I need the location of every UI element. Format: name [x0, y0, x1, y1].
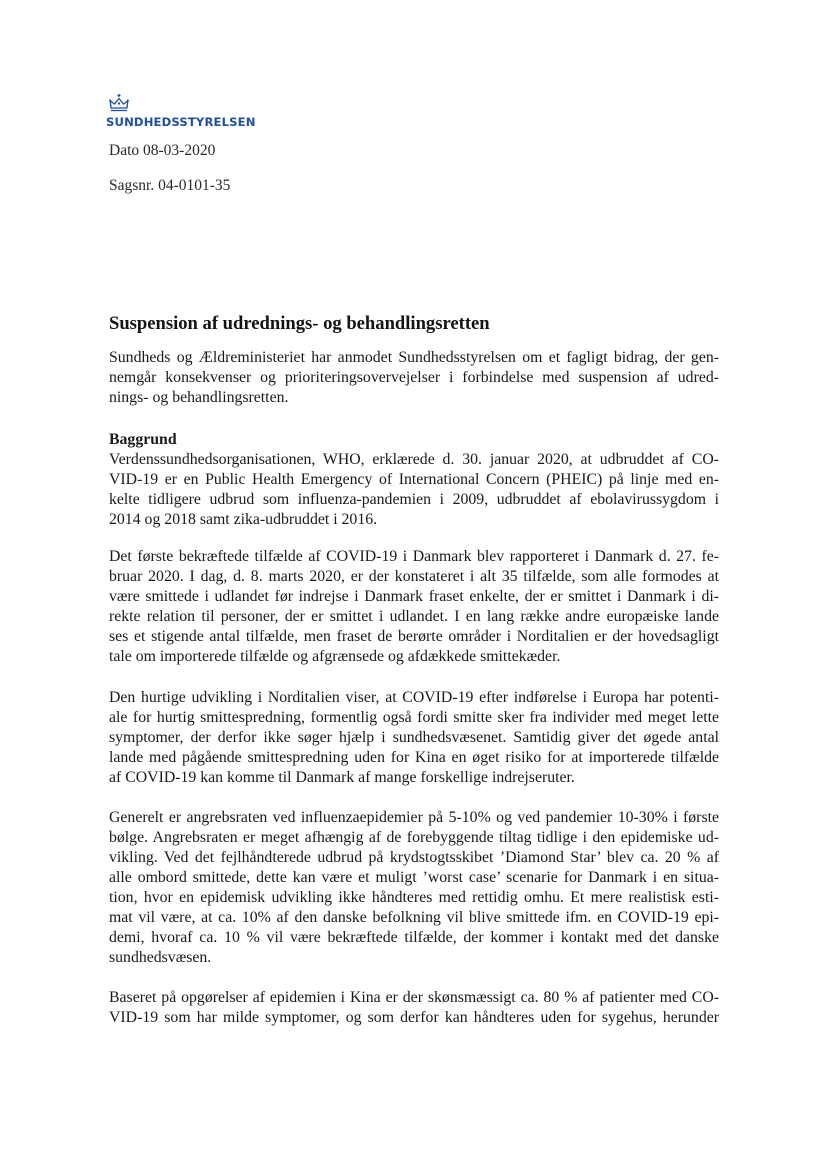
text-line: nemgår konsekvenser og prioriteringsovervejelser i forbindelse med suspension af udred- [109, 369, 719, 386]
text-line: Det første bekræftede tilfælde af COVID-19 i Danmark blev rapporteret i Danmark d. 27. fe- [109, 548, 719, 565]
section-heading: Baggrund [109, 431, 177, 448]
text-line: rekte relation til personer, der er smittet i udlandet. I en lang række andre europæiske lande [109, 608, 719, 625]
text-line: være smittede i udlandet før indrejse i Danmark fraset enkelte, der er smittet i Danmark i di- [109, 588, 719, 605]
text-line: Baseret på opgørelser af epidemien i Kina er der skønsmæssigt ca. 80 % af patienter med CO- [109, 989, 719, 1006]
paragraph-first-case [109, 547, 719, 667]
paragraph-attack-rate [109, 808, 719, 968]
text-line: bølge. Angrebsraten er meget afhængig af de forebyggende tiltag tidlige i den epidemiske ud- [109, 829, 719, 846]
text-line: alle ombord smittede, dette kan være et muligt ’worst case’ scenarie for Danmark i en situa- [109, 869, 719, 886]
document-date: Dato 08-03-2020 [109, 142, 216, 159]
text-line: VID-19 er en Public Health Emergency of International Concern (PHEIC) på linje med en- [109, 471, 719, 488]
paragraph-intro [109, 348, 719, 408]
text-line: ses et stigende antal tilfælde, men fraset de berørte områder i Norditalien er der hovedsagligt [109, 628, 719, 645]
text-line: Verdenssundhedsorganisationen, WHO, erklærede d. 30. januar 2020, at udbruddet af CO- [109, 451, 719, 468]
text-line: tion, hvor en epidemisk udvikling ikke håndteres med rettidig omhu. Et mere realistisk esti- [109, 889, 719, 906]
text-line: bruar 2020. I dag, d. 8. marts 2020, er der konstateret i alt 35 tilfælde, som alle formodes at [109, 568, 719, 585]
text-line: af COVID-19 kan komme til Danmark af mange forskellige indrejseruter. [109, 769, 575, 786]
text-line: kelte tidligere udbrud som influenza-pandemien i 2009, udbruddet af ebolavirussygdom i [109, 491, 719, 508]
text-line: tale om importerede tilfælde og afgrænsede og afdækkede smittekæder. [109, 648, 561, 665]
text-line: vikling. Ved det fejlhåndterede udbrud på krydstogtsskibet ’Diamond Star’ blev ca. 20 % af [109, 849, 719, 866]
logo [106, 93, 256, 133]
text-line: lande med pågående smittespredning uden for Kina en øget risiko for at importerede tilfælde [109, 749, 719, 766]
text-line: sundhedsvæsen. [109, 949, 212, 966]
paragraph-china-estimate [109, 988, 719, 1028]
text-line: VID-19 som har milde symptomer, og som derfor kan håndteres uden for sygehus, herunder [109, 1009, 719, 1026]
text-line: symptomer, der derfor ikke søger hjælp i sundhedsvæsenet. Samtidig giver det øgede antal [109, 729, 719, 746]
case-number: Sagsnr. 04-0101-35 [109, 177, 231, 194]
document-title: Suspension af udrednings- og behandlingsretten [109, 313, 490, 334]
organization-name: SUNDHEDSSTYRELSEN [106, 115, 256, 129]
text-line: mat vil være, at ca. 10% af den danske befolkning vil blive smittede ifm. en COVID-19 epi- [109, 909, 719, 926]
crown-icon [108, 93, 130, 113]
text-line: nings- og behandlingsretten. [109, 389, 289, 406]
text-line: ale for hurtig smittespredning, formentlig også fordi smitte sker fra individer med meget lette [109, 709, 719, 726]
text-line: Sundheds og Ældreministeriet har anmodet Sundhedsstyrelsen om et fagligt bidrag, der gen- [109, 349, 719, 366]
text-line: demi, hvoraf ca. 10 % vil være bekræftede tilfælde, der kommer i kontakt med det danske [109, 929, 719, 946]
text-line: Den hurtige udvikling i Norditalien viser, at COVID-19 efter indførelse i Europa har potenti- [109, 689, 719, 706]
text-line: 2014 og 2018 samt zika-udbruddet i 2016. [109, 511, 378, 528]
paragraph-italy [109, 688, 719, 788]
text-line: Generelt er angrebsraten ved influenzaepidemier på 5-10% og ved pandemier 10-30% i første [109, 809, 719, 826]
section-background [109, 430, 719, 530]
